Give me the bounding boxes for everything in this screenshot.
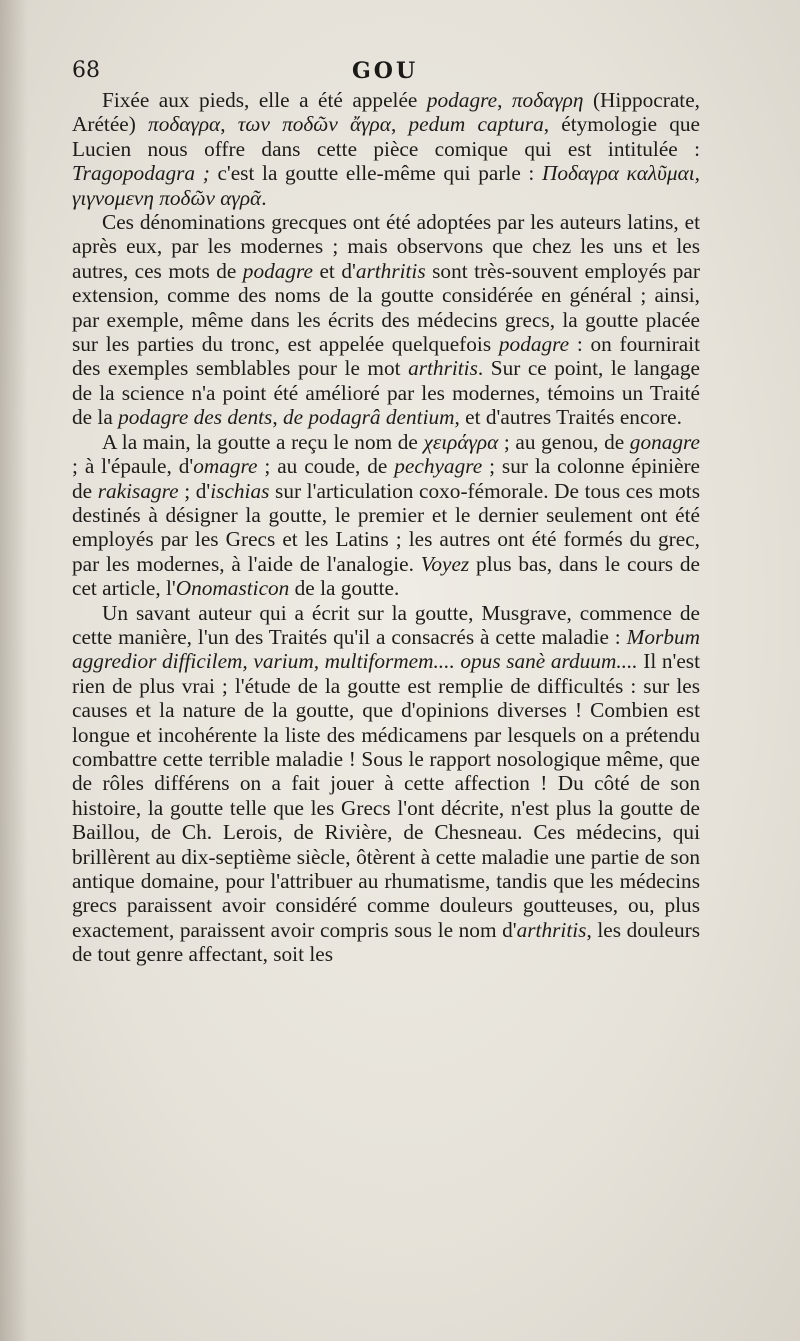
italic-run: pechyagre: [394, 454, 483, 479]
text-run: ,: [390, 112, 409, 137]
italic-run: pedum captura: [408, 112, 544, 137]
running-head: GOU: [352, 58, 419, 84]
spine-shadow: [0, 0, 28, 1341]
text-run: : on fournirait des exemples semblables pour le mot: [72, 332, 700, 381]
body-text: [72, 88, 700, 967]
italic-run: podagre: [242, 258, 313, 283]
italic-run: arthritis: [408, 356, 478, 381]
text-run: ; au genou, de: [498, 429, 630, 454]
text-run: Fixée aux pieds, elle a été appelée: [102, 88, 427, 112]
text-run: ; d': [178, 478, 211, 503]
italic-run: χειράγρα: [423, 429, 499, 454]
italic-run: ποδαγρη: [511, 88, 584, 112]
italic-run: arthritis: [355, 258, 426, 283]
italic-run: Onomasticon: [175, 576, 290, 601]
text-run: , étymologie que Lucien nous offre dans cette pièce comique qui est intitulée :: [72, 112, 701, 161]
text-run: A la main, la goutte a reçu le nom de: [102, 429, 424, 454]
italic-run: podagre: [426, 88, 498, 112]
text-run: ; au coude, de: [257, 454, 395, 479]
text-run: ; sur la colonne épinière de: [72, 454, 700, 503]
italic-run: de podagrâ dentium: [282, 405, 455, 430]
text-run: de la goutte.: [289, 576, 400, 601]
paragraph-4: [72, 601, 700, 967]
page-number: 68: [72, 58, 100, 83]
text-run: .: [261, 185, 267, 210]
paragraph-2: [72, 210, 700, 430]
text-run: Un savant auteur qui a écrit sur la goutte, Musgrave, commence de cette manière, l'un des Traités qu'il a consacrés à cette maladie :: [72, 600, 700, 649]
text-run: , et d'autres Traités encore.: [454, 405, 682, 430]
text-run: ,: [220, 112, 238, 137]
text-run: Il n'est rien de plus vrai ; l'étude de la goutte est remplie de difficultés : sur les causes et la nature de la goutte, que d'opinions diverses ! Combien est longue et incohérente la liste des médicamens par lesquels on a prétendu combattre cette terrible maladie ! Sous le rapport nosologique même, que de rôles différens on a fait jouer à cette affection ! Du côté de son histoire, la goutte telle que les Grecs l'ont décrite, n'est plus la goutte de Baillou, de Ch. Lerois, de Rivière, de Chesneau. Ces médecins, qui brillèrent au dix-septième siècle, ôtèrent à cette maladie une partie de son antique domaine, pour l'attribuer au rhumatisme, tandis que les médecins grecs paraissent avoir considéré comme douleurs goutteuses, ou, plus exactement, paraissent avoir compris sous le nom d': [72, 649, 700, 942]
paragraph-3: [72, 430, 700, 601]
italic-run: Morbum aggredior difficilem, varium, multiformem.... opus sanè arduum....: [72, 624, 700, 674]
italic-run: Voyez: [420, 551, 470, 576]
text-run: , les douleurs de tout genre affectant, soit les: [72, 917, 700, 967]
italic-run: arthritis: [516, 917, 587, 942]
italic-run: Ποδαγρα καλῦμαι, γιγνομενη ποδῶν αγρᾶ: [72, 161, 701, 210]
text-run: . Sur ce point, le langage de la science n'a point été amélioré par les modernes, témoins un Traité de la: [72, 356, 700, 430]
text-run: (Hippocrate, Arétée): [72, 88, 700, 137]
italic-run: omagre: [193, 454, 258, 479]
italic-run: gonagre: [629, 429, 700, 454]
italic-run: ποδαγρα: [148, 112, 221, 137]
paragraph-1: [72, 88, 700, 210]
text-run: Ces dénominations grecques ont été adoptées par les auteurs latins, et après eux, par les modernes ; mais observons que chez les uns et les autres, ces mots de: [72, 210, 700, 283]
text-run: ,: [497, 88, 512, 112]
page-header: [72, 56, 702, 88]
italic-run: podagre: [498, 332, 570, 357]
italic-run: ischias: [210, 478, 270, 503]
italic-run: podagre des dents: [118, 405, 273, 430]
text-run: sur l'articulation coxo-fémorale. De tous ces mots destinés à désigner la goutte, le premier et le dernier seulement ont été employés par les Grecs et les Latins ; les autres ont été formés du grec, par les modernes, à l'aide de l'analogie.: [72, 478, 700, 576]
text-run: ; à l'épaule, d': [72, 454, 194, 479]
italic-run: Tragopodagra ;: [72, 161, 210, 186]
italic-run: των ποδῶν ἄγρα: [237, 112, 391, 137]
italic-run: rakisagre: [97, 478, 179, 503]
text-run: c'est la goutte elle-même qui parle :: [209, 161, 542, 186]
text-run: sont très-souvent employés par extension, comme des noms de la goutte considérée en général ; ainsi, par exemple, même dans les écrits des médecins grecs, la goutte placée sur les parties du tronc, est appelée quelquefois: [72, 258, 700, 357]
text-run: ,: [272, 405, 283, 430]
text-run: plus bas, dans le cours de cet article, l': [72, 551, 700, 601]
text-run: et d': [313, 258, 356, 283]
